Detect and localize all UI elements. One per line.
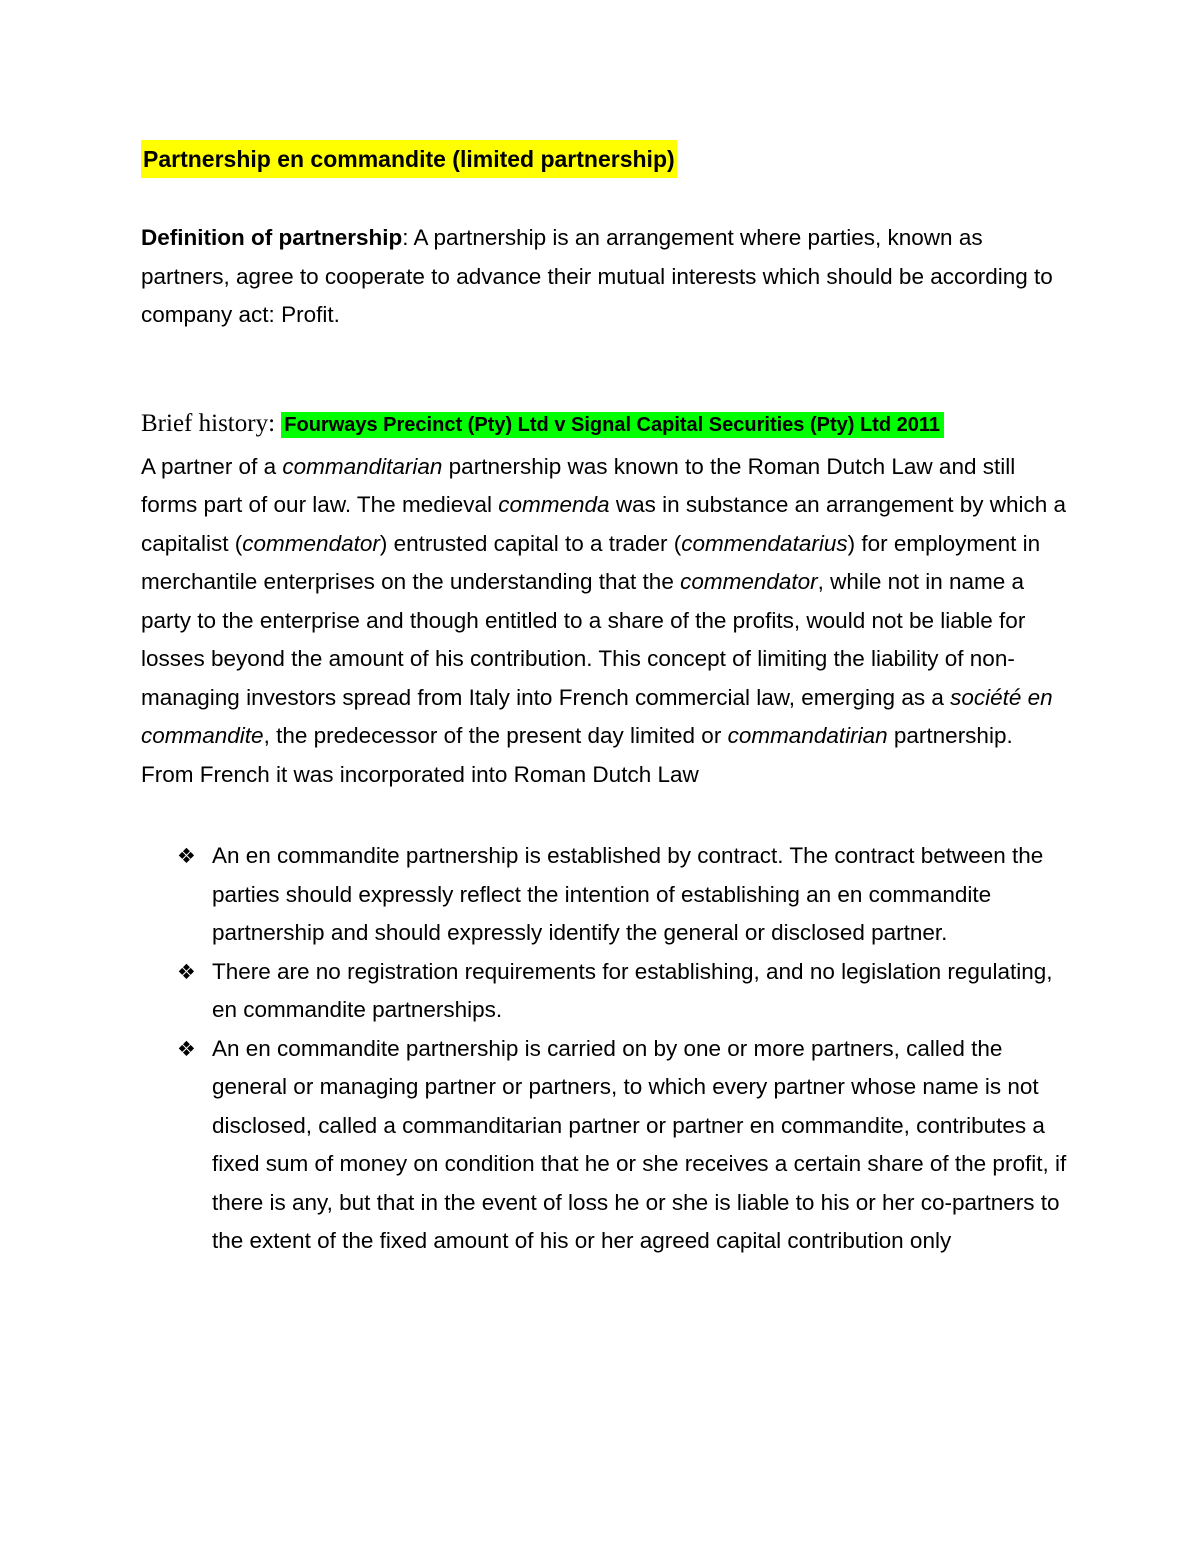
page-title-line	[141, 140, 1071, 178]
list-item-text: An en commandite partnership is established by contract. The contract between the parties should expressly reflect the intention of establishing an en commandite partnership and should expressly identify the general or disclosed partner.	[212, 843, 1044, 945]
history-paragraph	[141, 448, 1071, 795]
history-italic-2: commenda	[498, 492, 610, 517]
definition-text: A partnership is an arrangement where parties, known as partners, agree to cooperate to advance their mutual interests which should be according to company act: Profit.	[141, 225, 1053, 327]
list-item-text: There are no registration requirements for establishing, and no legislation regulating, en commandite partnerships.	[212, 958, 1053, 1022]
list-item-text: An en commandite partnership is carried on by one or more partners, called the general or managing partner or partners, to which every partner whose name is not disclosed, called a commanditarian partner or partner en commandite, contributes a fixed sum of money on condition that he or she receives a certain share of the profit, if there is any, but that in the event of loss he or she is liable to his or her co-partners to the extent of the fixed amount of his or her agreed capital contribution only	[212, 1035, 1067, 1253]
history-heading	[141, 403, 1071, 445]
history-text-2: partnership was known to the Roman Dutch Law and still forms part of our law. The medieval	[141, 453, 1016, 517]
list-item	[141, 837, 1071, 953]
history-italic-5: commendator	[680, 569, 818, 594]
document-content	[141, 140, 1071, 1261]
list-item	[141, 953, 1071, 1030]
definition-term: Definition of partnership	[141, 225, 403, 250]
definition-paragraph	[141, 219, 1071, 335]
diamond-bullet-icon: ❖	[177, 1036, 196, 1061]
diamond-bullet-icon: ❖	[177, 959, 196, 984]
diamond-bullet-icon: ❖	[177, 844, 196, 868]
history-text-4: ) entrusted capital to a trader (	[379, 530, 682, 556]
page-title: Partnership en commandite (limited partnership)	[141, 140, 677, 178]
history-italic-4: commendatarius	[681, 530, 848, 556]
history-italic-6: société en commandite	[141, 684, 1053, 748]
definition-separator: :	[402, 225, 409, 250]
history-italic-7: commandatirian	[727, 723, 888, 748]
bullet-list	[141, 837, 1071, 1261]
case-citation: Fourways Precinct (Pty) Ltd v Signal Capital Securities (Pty) Ltd 2011	[281, 412, 944, 438]
history-text-7: , the predecessor of the present day limited or	[263, 723, 728, 748]
history-text-6: , while not in name a party to the enterprise and though entitled to a share of the profits, would not be liable for losses beyond the amount of his contribution. This concept of limiting the liability of non-managing investors spread from Italy into French commercial law, emerging as a	[141, 569, 1026, 710]
list-item	[141, 1030, 1071, 1261]
history-text-5: ) for employment in merchantile enterprises on the understanding that the	[141, 530, 1041, 594]
history-text-8: partnership. From French it was incorporated into Roman Dutch Law	[141, 723, 1013, 787]
history-italic-3: commendator	[242, 530, 380, 556]
history-italic-1: commanditarian	[282, 453, 443, 479]
history-text-3: was in substance an arrangement by which a capitalist (	[141, 492, 1067, 556]
history-text-1: A partner of a	[141, 453, 283, 479]
history-label: Brief history:	[141, 409, 282, 437]
